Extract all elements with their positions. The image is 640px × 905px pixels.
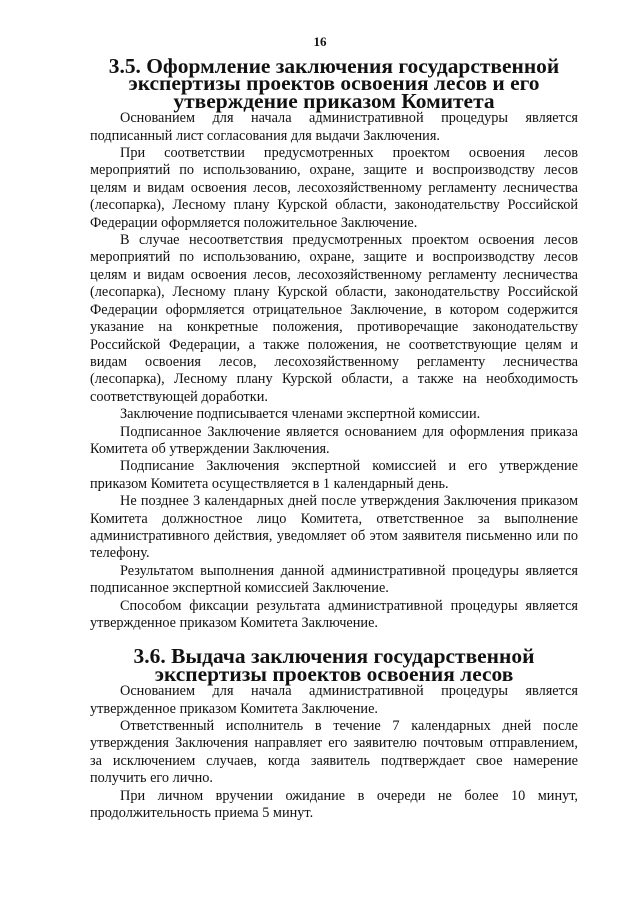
- paragraph: Подписанное Заключение является основанием для оформления приказа Комитета об утверждении Заключения.: [90, 423, 578, 457]
- paragraph: Не позднее 3 календарных дней после утверждения Заключения приказом Комитета должностное лицо Комитета, ответственное за выполнение административного действия, уведомляет об этом заявителя письменно или по телефону.: [90, 493, 578, 562]
- section-heading: 3.5. Оформление заключения государственной экспертизы проектов освоения лесов и его утверждение приказом Комитета: [108, 54, 560, 113]
- paragraph: При соответствии предусмотренных проектом освоения лесов мероприятий по использованию, охране, защите и воспроизводству лесов целям и видам освоения лесов, лесохозяйственному регламенту лесничества (лесопарка), Лесному плану Курской области, законодательству Российской Федерации оформляется положительное Заключение.: [90, 145, 578, 231]
- paragraph: Результатом выполнения данной административной процедуры является подписанное экспертной комиссией Заключение.: [90, 562, 578, 597]
- paragraph: При личном вручении ожидание в очереди не более 10 минут, продолжительность приема 5 минут.: [90, 787, 578, 822]
- section-heading: 3.6. Выдача заключения государственной экспертизы проектов освоения лесов: [133, 644, 535, 686]
- paragraph: Способом фиксации результата административной процедуры является утвержденное приказом Комитета Заключение.: [90, 597, 578, 631]
- paragraph: Основанием для начала административной процедуры является утвержденное приказом Комитета Заключение.: [90, 683, 578, 717]
- paragraph: Подписание Заключения экспертной комиссией и его утверждение приказом Комитета осуществляется в 1 календарный день.: [90, 458, 578, 492]
- paragraph: Основанием для начала административной процедуры является подписанный лист согласования для выдачи Заключения.: [90, 110, 578, 144]
- paragraph: В случае несоответствия предусмотренных проектом освоения лесов мероприятий по использованию, охране, защите и воспроизводству лесов целям и видам освоения лесов, лесохозяйственному регламенту лесничества (лесопарка), Лесному плану Курской области, законодательству Российской Федерации оформляется отрицательное Заключение, в котором содержится указание на конкретные положения, противоречащие законодательству Российской Федерации, а также положения, не соответствующие целям и видам освоения лесов, лесохозяйственному регламенту лесничества (лесопарка), Лесному плану Курской области, а также на необходимость соответствующей доработки.: [90, 232, 578, 405]
- document-body: [90, 54, 578, 822]
- paragraph: Ответственный исполнитель в течение 7 календарных дней после утверждения Заключения направляет его заявителю почтовым отправлением, за исключением случаев, когда заявитель подтверждает свое намерение получить его лично.: [90, 718, 578, 787]
- page-number: 16: [313, 34, 327, 49]
- section-3-5: [90, 54, 578, 632]
- paragraph: Заключение подписывается членами экспертной комиссии.: [120, 406, 481, 423]
- section-3-6: [90, 644, 578, 822]
